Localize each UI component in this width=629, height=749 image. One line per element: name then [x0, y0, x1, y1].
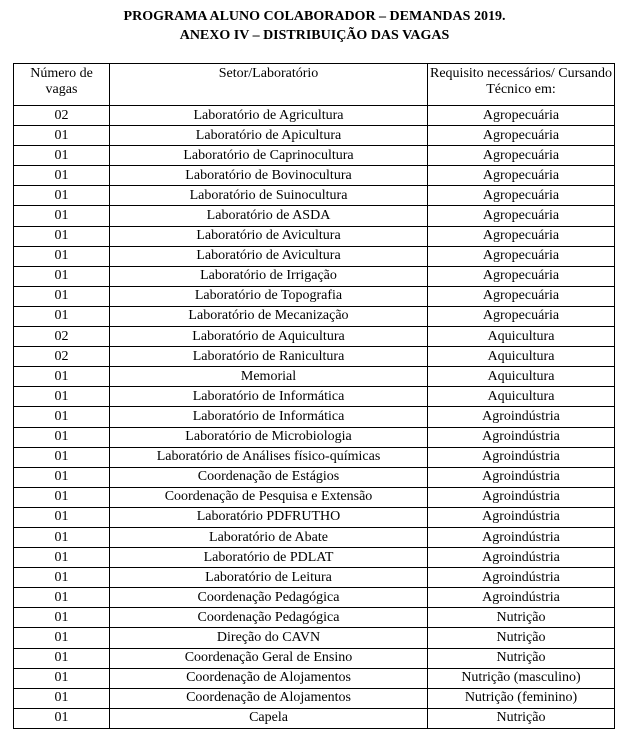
cell-vagas: 01	[14, 306, 110, 326]
cell-requisito: Agropecuária	[428, 266, 615, 286]
cell-requisito: Agroindústria	[428, 407, 615, 427]
cell-setor: Laboratório de Mecanização	[110, 306, 428, 326]
cell-requisito: Agroindústria	[428, 487, 615, 507]
cell-vagas: 01	[14, 487, 110, 507]
table-row	[14, 286, 615, 306]
cell-vagas: 01	[14, 146, 110, 166]
cell-requisito: Nutrição	[428, 648, 615, 668]
cell-setor: Coordenação Pedagógica	[110, 588, 428, 608]
table-row	[14, 367, 615, 387]
cell-vagas: 01	[14, 467, 110, 487]
cell-vagas: 01	[14, 507, 110, 527]
cell-requisito: Agropecuária	[428, 146, 615, 166]
cell-setor: Laboratório de PDLAT	[110, 548, 428, 568]
cell-requisito: Agroindústria	[428, 548, 615, 568]
table-row	[14, 246, 615, 266]
table-row	[14, 306, 615, 326]
cell-setor: Laboratório PDFRUTHO	[110, 507, 428, 527]
table-row	[14, 628, 615, 648]
cell-requisito: Agroindústria	[428, 467, 615, 487]
table-header	[14, 64, 615, 106]
cell-setor: Coordenação Geral de Ensino	[110, 648, 428, 668]
cell-vagas: 02	[14, 347, 110, 367]
table-row	[14, 126, 615, 146]
cell-setor: Laboratório de Leitura	[110, 568, 428, 588]
table-row	[14, 106, 615, 126]
cell-vagas: 01	[14, 126, 110, 146]
cell-vagas: 02	[14, 106, 110, 126]
table-row	[14, 327, 615, 347]
cell-vagas: 01	[14, 527, 110, 547]
cell-setor: Laboratório de Bovinocultura	[110, 166, 428, 186]
cell-vagas: 02	[14, 327, 110, 347]
cell-setor: Laboratório de Avicultura	[110, 226, 428, 246]
cell-setor: Memorial	[110, 367, 428, 387]
document-subtitle: ANEXO IV – DISTRIBUIÇÃO DAS VAGAS	[179, 28, 450, 43]
table-row	[14, 387, 615, 407]
cell-requisito: Nutrição (feminino)	[428, 688, 615, 708]
cell-requisito: Nutrição	[428, 628, 615, 648]
table-row	[14, 668, 615, 688]
cell-vagas: 01	[14, 266, 110, 286]
cell-setor: Laboratório de Agricultura	[110, 106, 428, 126]
cell-requisito: Agropecuária	[428, 126, 615, 146]
cell-vagas: 01	[14, 427, 110, 447]
cell-setor: Coordenação de Alojamentos	[110, 688, 428, 708]
column-header-vagas: Número de vagas	[14, 64, 110, 106]
cell-requisito: Agropecuária	[428, 186, 615, 206]
table-row	[14, 568, 615, 588]
column-header-requisito: Requisito necessários/ Cursando Técnico em:	[428, 64, 615, 106]
table-row	[14, 146, 615, 166]
table-row	[14, 467, 615, 487]
cell-vagas: 01	[14, 708, 110, 728]
cell-requisito: Agropecuária	[428, 206, 615, 226]
cell-vagas: 01	[14, 688, 110, 708]
cell-setor: Laboratório de Informática	[110, 387, 428, 407]
cell-requisito: Agroindústria	[428, 447, 615, 467]
cell-vagas: 01	[14, 387, 110, 407]
table-body	[14, 106, 615, 729]
cell-requisito: Agropecuária	[428, 286, 615, 306]
table-row	[14, 588, 615, 608]
cell-setor: Laboratório de Microbiologia	[110, 427, 428, 447]
cell-setor: Laboratório de Informática	[110, 407, 428, 427]
table-row	[14, 226, 615, 246]
table-row	[14, 548, 615, 568]
cell-vagas: 01	[14, 226, 110, 246]
cell-vagas: 01	[14, 628, 110, 648]
cell-vagas: 01	[14, 548, 110, 568]
table-row	[14, 447, 615, 467]
cell-vagas: 01	[14, 206, 110, 226]
cell-setor: Laboratório de Análises físico-químicas	[110, 447, 428, 467]
cell-requisito: Agropecuária	[428, 166, 615, 186]
header-row	[14, 64, 615, 106]
cell-setor: Laboratório de Irrigação	[110, 266, 428, 286]
table-row	[14, 166, 615, 186]
table-row	[14, 507, 615, 527]
cell-requisito: Agropecuária	[428, 306, 615, 326]
table-row	[14, 487, 615, 507]
cell-vagas: 01	[14, 166, 110, 186]
cell-setor: Laboratório de Ranicultura	[110, 347, 428, 367]
cell-setor: Coordenação de Estágios	[110, 467, 428, 487]
cell-requisito: Aquicultura	[428, 367, 615, 387]
cell-setor: Laboratório de Avicultura	[110, 246, 428, 266]
cell-requisito: Agroindústria	[428, 507, 615, 527]
cell-vagas: 01	[14, 186, 110, 206]
cell-setor: Laboratório de Suinocultura	[110, 186, 428, 206]
cell-setor: Laboratório de Caprinocultura	[110, 146, 428, 166]
cell-vagas: 01	[14, 447, 110, 467]
cell-requisito: Agroindústria	[428, 568, 615, 588]
vacancy-table	[13, 63, 615, 729]
table-row	[14, 527, 615, 547]
cell-requisito: Aquicultura	[428, 347, 615, 367]
cell-vagas: 01	[14, 367, 110, 387]
table-row	[14, 708, 615, 728]
cell-requisito: Agroindústria	[428, 427, 615, 447]
table-row	[14, 266, 615, 286]
cell-setor: Laboratório de ASDA	[110, 206, 428, 226]
cell-requisito: Aquicultura	[428, 327, 615, 347]
cell-requisito: Agroindústria	[428, 527, 615, 547]
cell-requisito: Agropecuária	[428, 106, 615, 126]
cell-requisito: Nutrição (masculino)	[428, 668, 615, 688]
cell-vagas: 01	[14, 648, 110, 668]
cell-vagas: 01	[14, 668, 110, 688]
document-title: PROGRAMA ALUNO COLABORADOR – DEMANDAS 2019.	[123, 9, 506, 24]
cell-setor: Laboratório de Apicultura	[110, 126, 428, 146]
cell-requisito: Aquicultura	[428, 387, 615, 407]
table-row	[14, 407, 615, 427]
cell-setor: Laboratório de Aquicultura	[110, 327, 428, 347]
cell-requisito: Nutrição	[428, 708, 615, 728]
cell-setor: Coordenação de Alojamentos	[110, 668, 428, 688]
table-row	[14, 648, 615, 668]
table-row	[14, 347, 615, 367]
column-header-setor: Setor/Laboratório	[110, 64, 428, 106]
cell-requisito: Nutrição	[428, 608, 615, 628]
table-row	[14, 206, 615, 226]
cell-vagas: 01	[14, 568, 110, 588]
cell-vagas: 01	[14, 407, 110, 427]
cell-vagas: 01	[14, 246, 110, 266]
cell-requisito: Agroindústria	[428, 588, 615, 608]
cell-setor: Coordenação Pedagógica	[110, 608, 428, 628]
table-row	[14, 186, 615, 206]
cell-vagas: 01	[14, 608, 110, 628]
cell-requisito: Agropecuária	[428, 246, 615, 266]
cell-setor: Laboratório de Topografia	[110, 286, 428, 306]
cell-setor: Capela	[110, 708, 428, 728]
cell-vagas: 01	[14, 286, 110, 306]
table-row	[14, 688, 615, 708]
cell-setor: Direção do CAVN	[110, 628, 428, 648]
cell-setor: Coordenação de Pesquisa e Extensão	[110, 487, 428, 507]
cell-vagas: 01	[14, 588, 110, 608]
table-row	[14, 608, 615, 628]
table-row	[14, 427, 615, 447]
cell-setor: Laboratório de Abate	[110, 527, 428, 547]
cell-requisito: Agropecuária	[428, 226, 615, 246]
